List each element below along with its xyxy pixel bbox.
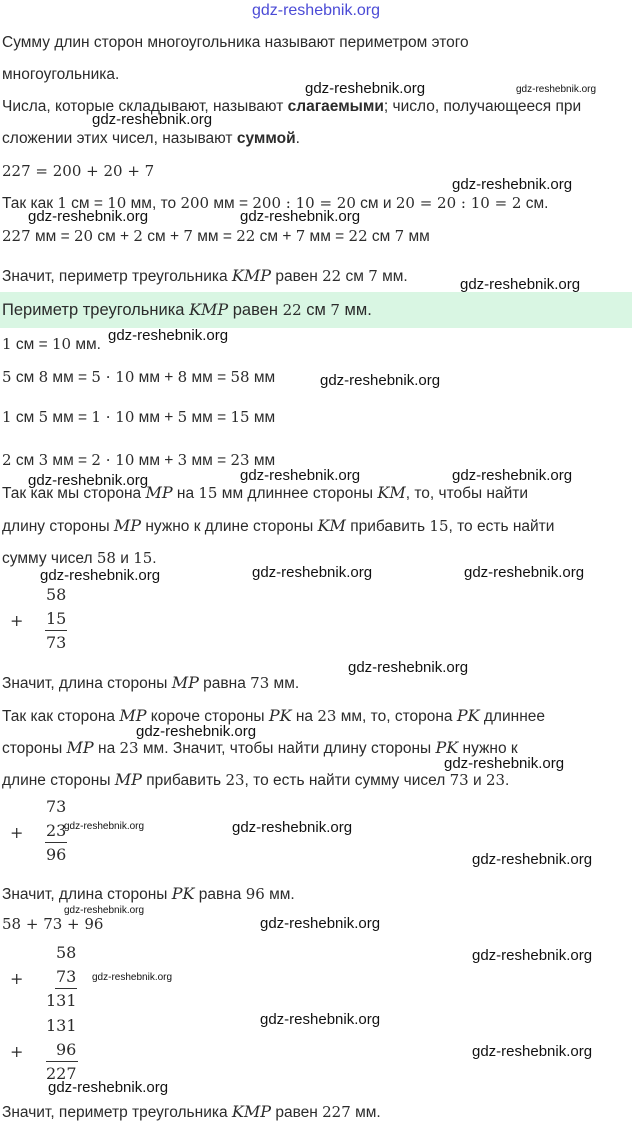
- column2-top: 73: [46, 797, 67, 816]
- column4-result: 227: [46, 1064, 77, 1083]
- watermark: gdz-reshebnik.org: [64, 905, 145, 916]
- site-header[interactable]: gdz-reshebnik.org: [251, 2, 381, 19]
- watermark: gdz-reshebnik.org: [472, 1043, 593, 1060]
- conversion-explanation: Так как 1 см = 10 мм, то 200 мм = 200 : 10 = 20 см и 20 = 20 : 10 = 2 см.: [2, 194, 549, 212]
- column3-rule: [55, 988, 77, 989]
- column2-rule: [45, 842, 67, 843]
- watermark: gdz-reshebnik.org: [348, 659, 469, 676]
- final-conclusion: Значит, периметр треугольника KMP равен 227 мм.: [2, 1102, 381, 1121]
- watermark: gdz-reshebnik.org: [464, 564, 585, 581]
- watermark: gdz-reshebnik.org: [305, 80, 426, 97]
- watermark: gdz-reshebnik.org: [252, 564, 373, 581]
- conversion-58mm: 5 см 8 мм = 5 · 10 мм + 8 мм = 58 мм: [2, 368, 276, 386]
- column2-plus: +: [10, 823, 24, 842]
- watermark: gdz-reshebnik.org: [64, 821, 145, 832]
- watermark: gdz-reshebnik.org: [516, 84, 597, 95]
- watermark: gdz-reshebnik.org: [108, 327, 229, 344]
- definition-perimeter-line1: Сумму длин сторон многоугольника называют периметром этого: [2, 34, 469, 51]
- mp-reasoning-line1: Так как мы сторона MP на 15 мм длиннее стороны KM, то, чтобы найти: [2, 483, 529, 502]
- equation-227mm: 227 мм = 20 см + 2 см + 7 мм = 22 см + 7 мм = 22 см 7 мм: [2, 227, 430, 245]
- watermark: gdz-reshebnik.org: [92, 111, 213, 128]
- column2-bottom: 23: [46, 821, 67, 840]
- watermark: gdz-reshebnik.org: [452, 176, 573, 193]
- column1-plus: +: [10, 611, 24, 630]
- watermark: gdz-reshebnik.org: [136, 723, 257, 740]
- watermark: gdz-reshebnik.org: [232, 819, 353, 836]
- watermark: gdz-reshebnik.org: [320, 372, 441, 389]
- sum-expression: 58 + 73 + 96: [2, 915, 104, 933]
- column3-result: 131: [46, 991, 77, 1010]
- column2-result: 96: [46, 845, 67, 864]
- conclusion-pk: Значит, длина стороны PK равна 96 мм.: [2, 884, 295, 903]
- pk-reasoning-line3: длине стороны MP прибавить 23, то есть найти сумму чисел 73 и 23.: [2, 770, 510, 789]
- watermark: gdz-reshebnik.org: [92, 972, 173, 983]
- watermark: gdz-reshebnik.org: [260, 1011, 381, 1028]
- definition-perimeter-line2: многоугольника.: [2, 66, 120, 83]
- watermark: gdz-reshebnik.org: [452, 467, 573, 484]
- column1-top: 58: [46, 585, 67, 604]
- equation-227-decomposition: 227 = 200 + 20 + 7: [2, 162, 155, 180]
- watermark: gdz-reshebnik.org: [472, 947, 593, 964]
- conversion-23mm: 2 см 3 мм = 2 · 10 мм + 3 мм = 23 мм: [2, 451, 276, 469]
- answer-text: Периметр треугольника KMP равен 22 см 7 мм.: [2, 300, 372, 319]
- column4-rule: [46, 1061, 78, 1062]
- definition-terms-line1: Числа, которые складывают, называют слагаемыми; число, получающееся при: [2, 98, 582, 115]
- watermark: gdz-reshebnik.org: [460, 276, 581, 293]
- pk-reasoning-line2: стороны MP на 23 мм. Значит, чтобы найти длину стороны PK нужно к: [2, 738, 518, 757]
- pk-reasoning-line1: Так как сторона MP короче стороны PK на 23 мм, то, сторона PK длиннее: [2, 706, 545, 725]
- watermark: gdz-reshebnik.org: [260, 915, 381, 932]
- watermark: gdz-reshebnik.org: [240, 467, 361, 484]
- conversion-15mm: 1 см 5 мм = 1 · 10 мм + 5 мм = 15 мм: [2, 408, 276, 426]
- column3-top: 58: [56, 943, 77, 962]
- conclusion-perimeter: Значит, периметр треугольника KMP равен 22 см 7 мм.: [2, 266, 408, 285]
- cm-to-mm: 1 см = 10 мм.: [2, 335, 101, 353]
- column3-bottom: 73: [56, 967, 77, 986]
- watermark: gdz-reshebnik.org: [28, 208, 149, 225]
- watermark: gdz-reshebnik.org: [40, 567, 161, 584]
- mp-reasoning-line2: длину стороны MP нужно к длине стороны KM прибавить 15, то есть найти: [2, 516, 555, 535]
- conclusion-mp: Значит, длина стороны MP равна 73 мм.: [2, 673, 300, 692]
- column4-top: 131: [46, 1016, 77, 1035]
- column3-plus: +: [10, 969, 24, 988]
- column1-bottom: 15: [46, 609, 67, 628]
- watermark: gdz-reshebnik.org: [444, 755, 565, 772]
- watermark: gdz-reshebnik.org: [28, 472, 149, 489]
- mp-reasoning-line3: сумму чисел 58 и 15.: [2, 549, 157, 567]
- column4-bottom: 96: [56, 1040, 77, 1059]
- watermark: gdz-reshebnik.org: [240, 208, 361, 225]
- column1-rule: [45, 630, 67, 631]
- watermark: gdz-reshebnik.org: [472, 851, 593, 868]
- column4-plus: +: [10, 1042, 24, 1061]
- column1-result: 73: [46, 633, 67, 652]
- watermark: gdz-reshebnik.org: [48, 1079, 169, 1096]
- definition-terms-line2: сложении этих чисел, называют суммой.: [2, 130, 300, 147]
